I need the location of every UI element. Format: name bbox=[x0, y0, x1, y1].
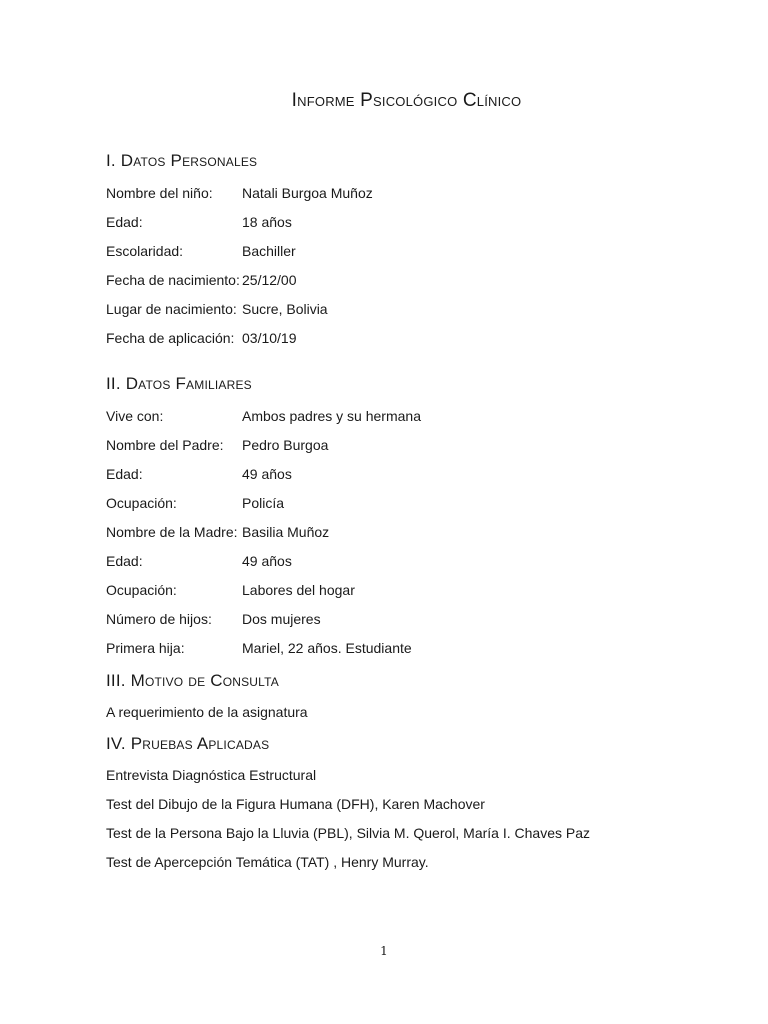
field-row-primera-hija bbox=[106, 640, 412, 656]
section-heading-datos-familiares: II. Datos Familiares bbox=[106, 374, 252, 393]
field-label: Fecha de nacimiento: bbox=[106, 272, 240, 288]
field-value: 18 años bbox=[242, 214, 292, 230]
field-row-edad-padre bbox=[106, 466, 292, 482]
field-value: 49 años bbox=[242, 553, 292, 569]
section-heading-pruebas-aplicadas: IV. Pruebas Aplicadas bbox=[106, 734, 270, 753]
field-row-escolaridad bbox=[106, 243, 296, 259]
field-value: 03/10/19 bbox=[242, 330, 297, 346]
field-value: Dos mujeres bbox=[242, 611, 321, 627]
document-title: Informe Psicológico Clínico bbox=[291, 90, 522, 111]
field-value: Basilia Muñoz bbox=[242, 524, 330, 540]
field-label: Edad: bbox=[106, 553, 143, 569]
field-label: Escolaridad: bbox=[106, 243, 184, 259]
field-row-nombre-madre bbox=[106, 524, 329, 540]
field-value: 49 años bbox=[242, 466, 292, 482]
field-value: Mariel, 22 años. Estudiante bbox=[242, 640, 412, 656]
prueba-item: Entrevista Diagnóstica Estructural bbox=[106, 767, 317, 783]
field-value: Sucre, Bolivia bbox=[242, 301, 328, 317]
field-row-vive-con bbox=[106, 408, 421, 424]
field-value: Labores del hogar bbox=[242, 582, 355, 598]
section-heading-datos-personales: I. Datos Personales bbox=[106, 151, 258, 170]
motivo-consulta-text: A requerimiento de la asignatura bbox=[106, 704, 308, 720]
field-label: Ocupación: bbox=[106, 495, 177, 511]
prueba-item: Test del Dibujo de la Figura Humana (DFH), Karen Machover bbox=[106, 796, 485, 812]
field-label: Primera hija: bbox=[106, 640, 185, 656]
field-value: Policía bbox=[242, 495, 285, 511]
prueba-item: Test de la Persona Bajo la Lluvia (PBL), Silvia M. Querol, María I. Chaves Paz bbox=[106, 825, 590, 841]
field-label: Fecha de aplicación: bbox=[106, 330, 235, 346]
field-value: 25/12/00 bbox=[242, 272, 297, 288]
field-value: Pedro Burgoa bbox=[242, 437, 329, 453]
field-label: Nombre de la Madre: bbox=[106, 524, 238, 540]
field-row-edad bbox=[106, 214, 292, 230]
field-label: Nombre del niño: bbox=[106, 185, 213, 201]
prueba-item: Test de Apercepción Temática (TAT) , Henry Murray. bbox=[106, 854, 429, 870]
field-value: Bachiller bbox=[242, 243, 296, 259]
field-row-fecha-aplicacion bbox=[106, 330, 297, 346]
section-heading-motivo-consulta: III. Motivo de Consulta bbox=[106, 671, 280, 690]
page-number: 1 bbox=[380, 944, 388, 958]
field-label: Vive con: bbox=[106, 408, 164, 424]
field-value: Natali Burgoa Muñoz bbox=[242, 185, 373, 201]
field-label: Ocupación: bbox=[106, 582, 177, 598]
field-label: Nombre del Padre: bbox=[106, 437, 224, 453]
field-label: Edad: bbox=[106, 214, 143, 230]
field-row-edad-madre bbox=[106, 553, 292, 569]
field-row-numero-hijos bbox=[106, 611, 321, 627]
field-label: Edad: bbox=[106, 466, 143, 482]
field-label: Número de hijos: bbox=[106, 611, 212, 627]
field-value: Ambos padres y su hermana bbox=[242, 408, 421, 424]
field-row-nombre-padre bbox=[106, 437, 328, 453]
field-row-ocupacion-madre bbox=[106, 582, 355, 598]
field-row-fecha-nacimiento bbox=[106, 272, 297, 288]
field-row-lugar-nacimiento bbox=[106, 301, 328, 317]
field-row-ocupacion-padre bbox=[106, 495, 284, 511]
field-label: Lugar de nacimiento: bbox=[106, 301, 237, 317]
field-row-nombre bbox=[106, 185, 373, 201]
